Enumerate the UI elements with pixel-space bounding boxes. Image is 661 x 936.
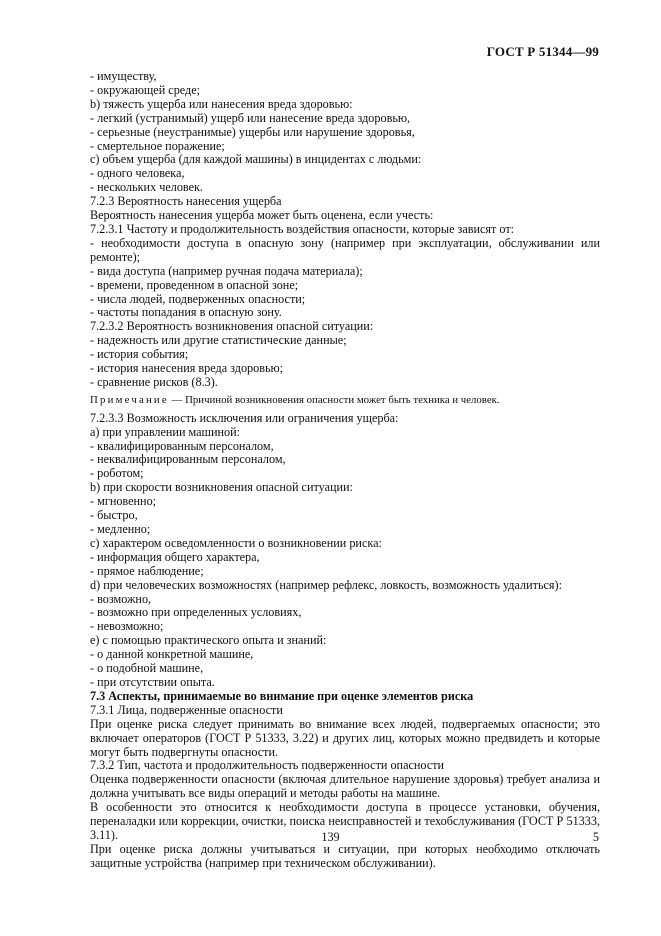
text-line: - серьезные (неустранимые) ущербы или нарушение здоровья,: [90, 124, 415, 139]
text-line: - о данной конкретной машине,: [90, 647, 254, 662]
subsection-heading-7-3-2: 7.3.2 Тип, частота и продолжительность подверженности опасности: [90, 758, 445, 773]
text-line: 7.2.3.1 Частоту и продолжительность воздействия опасности, которые зависят от:: [90, 221, 515, 236]
footer-center-number: 139: [321, 830, 340, 844]
text-line: c) объем ущерба (для каждой машины) в инцидентах с людьми:: [90, 152, 422, 167]
standard-header: ГОСТ Р 51344—99: [486, 44, 599, 59]
section-heading: 7.3 Аспекты, принимаемые во внимание при оценке элементов риска: [90, 688, 474, 703]
subsection-heading-7-3-1: 7.3.1 Лица, подверженные опасности: [90, 702, 283, 717]
text-line: Вероятность нанесения ущерба может быть оценена, если учесть:: [90, 208, 434, 223]
text-line: - возможно при определенных условиях,: [90, 605, 302, 620]
list-group-1: [90, 70, 600, 237]
page-number: 5: [592, 830, 599, 844]
text-line: - имуществу,: [90, 69, 157, 83]
text-line: b) тяжесть ущерба или нанесения вреда здоровью:: [90, 96, 353, 111]
text-line: - частоты попадания в опасную зону.: [90, 305, 282, 320]
text-line: - быстро,: [90, 508, 138, 523]
list-group-2: [90, 265, 600, 390]
text-line: - роботом;: [90, 466, 144, 481]
text-line: - окружающей среде;: [90, 82, 201, 97]
text-line: - информация общего характера,: [90, 549, 260, 564]
text-line: - одного человека,: [90, 166, 185, 181]
text-line: - неквалифицированным персоналом,: [90, 452, 286, 467]
text-line: - нескольких человек.: [90, 180, 203, 195]
list-group-3: [90, 412, 600, 690]
text-line: - история события;: [90, 347, 189, 362]
document-body: [90, 70, 600, 871]
text-line: 7.2.3.3 Возможность исключения или ограничения ущерба:: [90, 410, 399, 425]
text-line: - числа людей, подверженных опасности;: [90, 291, 306, 306]
text-line: - невозможно;: [90, 619, 164, 634]
paragraph-access-necessity: - необходимости доступа в опасную зону (например при эксплуатации, обслуживании или ремонте);: [90, 235, 600, 264]
text-line: - о подобной машине,: [90, 661, 204, 676]
text-line: - смертельное поражение;: [90, 138, 225, 153]
paragraph-access-phases: В особенности это относится к необходимости доступа в процессе установки, обучения, переналадки или коррекции, очистки, поиска неисправностей и техобслуживания (ГОСТ Р 51333, 3.11).: [90, 800, 600, 842]
text-line: a) при управлении машиной:: [90, 424, 240, 439]
text-line: c) характером осведомленности о возникновении риска:: [90, 535, 382, 550]
text-line: e) с помощью практического опыта и знаний:: [90, 633, 327, 648]
text-line: - мгновенно;: [90, 494, 157, 509]
text-line: - история нанесения вреда здоровью;: [90, 361, 284, 376]
paragraph-exposure-assessment: Оценка подверженности опасности (включая длительное нарушение здоровья) требует анализа и должна учитывать все виды операций и методы работы на машине.: [90, 772, 600, 801]
text-line: - вида доступа (например ручная подача материала);: [90, 263, 363, 278]
text-line: - времени, проведенном в опасной зоне;: [90, 277, 299, 292]
text-line: - при отсутствии опыта.: [90, 674, 215, 689]
text-line: b) при скорости возникновения опасной ситуации:: [90, 480, 353, 495]
text-line: 7.2.3 Вероятность нанесения ущерба: [90, 194, 282, 209]
paragraph-protective-devices: При оценке риска должны учитываться и ситуации, при которых необходимо отключать защитные устройства (например при техническом обслуживании).: [90, 841, 600, 870]
text-line: - возможно,: [90, 591, 152, 606]
text-line: d) при человеческих возможностях (например рефлекс, ловкость, возможность удалиться):: [90, 577, 562, 592]
note: [90, 394, 600, 408]
text-line: - медленно;: [90, 522, 151, 536]
text-line: - прямое наблюдение;: [90, 563, 204, 578]
text-line: - сравнение рисков (8.3).: [90, 374, 218, 389]
note-label: Примечание: [90, 393, 169, 406]
paragraph-persons-exposed: При оценке риска следует принимать во внимание всех людей, подвергаемых опасности; это включает операторов (ГОСТ Р 51333, 3.22) и других лиц, которых можно предвидеть и которые могут быть подвергнуты опасности.: [90, 716, 600, 759]
note-text: — Причиной возникновения опасности может быть техника и человек.: [171, 393, 500, 406]
text-line: - легкий (устранимый) ущерб или нанесение вреда здоровью,: [90, 110, 411, 125]
text-line: - квалифицированным персоналом,: [90, 438, 274, 453]
text-line: - надежность или другие статистические данные;: [90, 333, 347, 348]
text-line: 7.2.3.2 Вероятность возникновения опасной ситуации:: [90, 319, 374, 334]
